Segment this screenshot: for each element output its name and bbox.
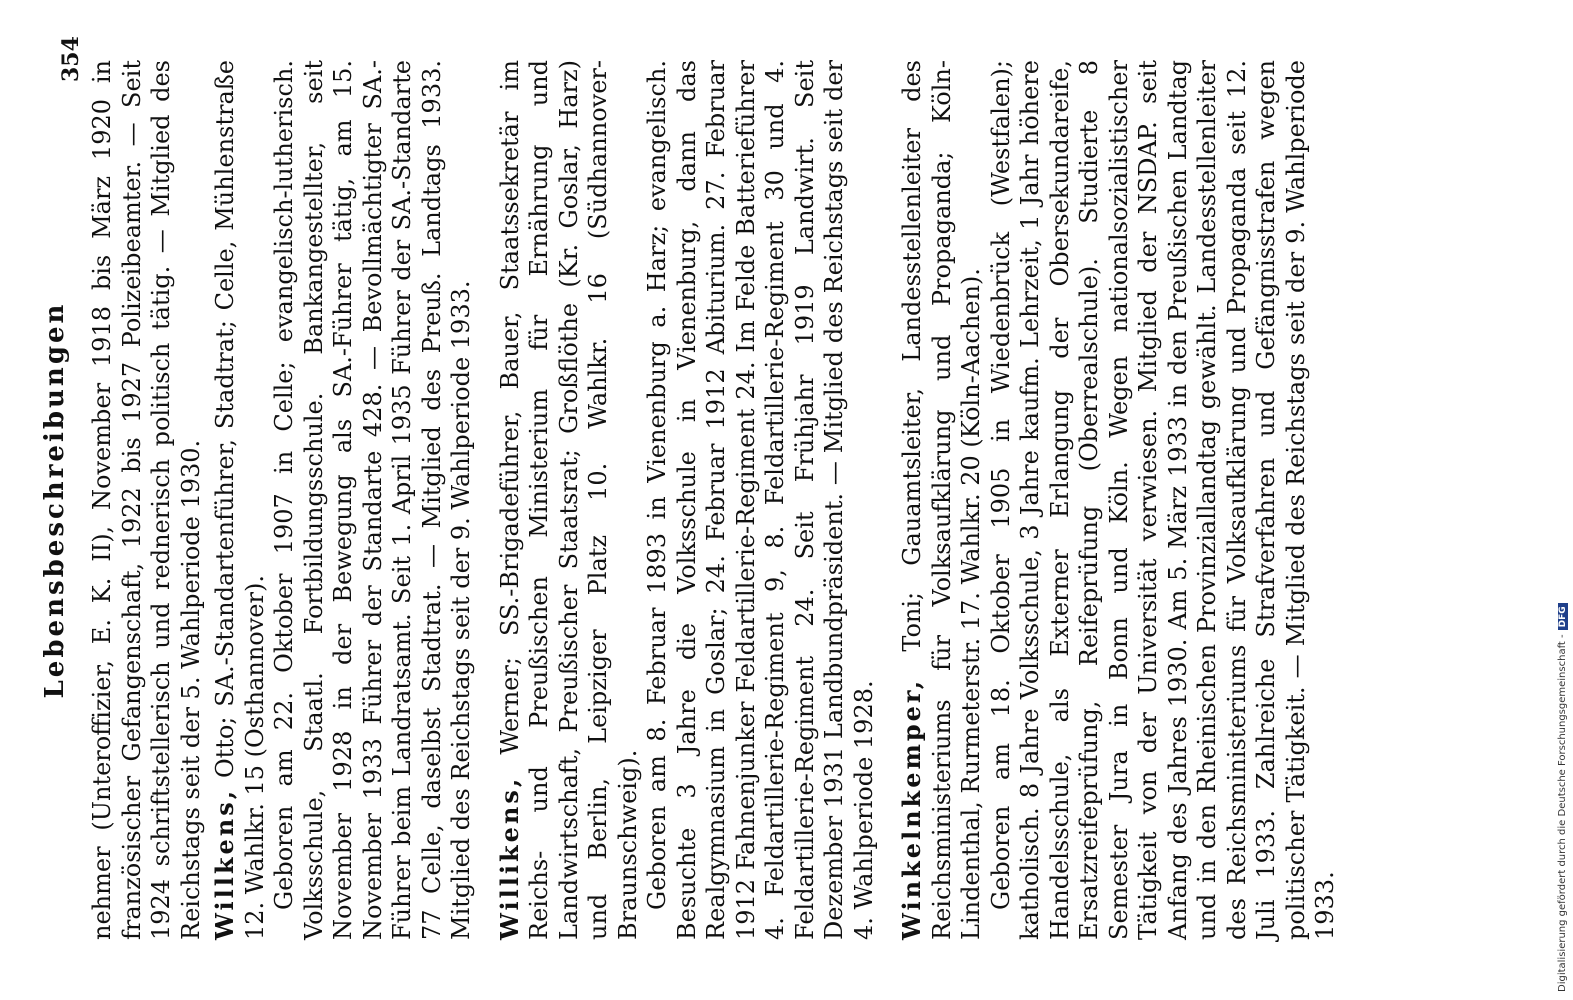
entry-heading xyxy=(210,60,270,940)
entry-biography-text: Geboren am 18. Oktober 1905 in Wiedenbrück (Westfalen); katholisch. 8 Jahre Volksschule, 3 Jahre kaufm. Lehrzeit, 1 Jahr höhere Handelsschule, als Externer Erlangung der Obersekundareife, Ersatzreifeprüfung, Reifeprüfung (Oberrealschule). Studierte 8 Semester Jura in Bonn und Köln. Wegen nationalsozialistischer Tätigkeit von der Universität verwiesen. Mitglied der NSDAP. seit Anfang des Jahres 1930. Am 5. März 1933 in den Preußischen Landtag und in den Rheinischen Provinziallandtag gewählt. Landesstellenleiter des Reichsministeriums für Volksaufklärung und Propaganda seit 12. Juli 1933. Zahlreiche Strafverfahren und Gefängnisstrafen wegen politischer Tätigkeit. — Mitglied des Reichstags seit der 9. Wahlperiode 1933. xyxy=(986,60,1339,940)
entry-heading-details: Werner; SS.-Brigadeführer, Bauer, Staatssekretär im Reichs- und Preußischen Ministerium für Ernährung und Landwirtschaft, Preußischer Staatsrat; Großflöthe (Kr. Goslar, Harz) und Berlin, Leipziger Platz 10. Wahlkr. 16 (Südhannover-Braunschweig). xyxy=(495,60,642,940)
running-head-text: Lebensbeschreibungen xyxy=(40,301,70,699)
biography-entry-willkens xyxy=(210,60,477,940)
digitization-credit xyxy=(1557,603,1568,992)
biography-entry-winkelnkemper xyxy=(897,60,1341,940)
entry-name: Willkens, xyxy=(210,787,239,940)
page-number: 354 xyxy=(58,36,84,82)
entry-heading xyxy=(897,60,987,940)
entry-heading xyxy=(495,60,644,940)
entry-biography-text: Geboren am 22. Oktober 1907 in Celle; evangelisch-lutherisch. Volksschule, Staatl. Fortbildungsschule. Bankangestellter, seit November 1928 in der Bewegung als SA.-Führer tätig, am 15. November 1933 Führer der Standarte 428. — Bevollmächtigter SA.-Führer beim Landratsamt. Seit 1. April 1935 Führer der SA.-Standarte 77 Celle, daselbst Stadtrat. — Mitglied des Preuß. Landtags 1933. Mitglied des Reichstags seit der 9. Wahlperiode 1933. xyxy=(270,60,475,940)
dfg-logo: DFG xyxy=(1558,603,1568,630)
running-head xyxy=(40,0,70,1000)
entry-heading-details: Otto; SA.-Standartenführer, Stadtrat; Celle, Mühlenstraße 12. Wahlkr. 15 (Osthannover). xyxy=(211,60,269,940)
entry-biography-text: Geboren am 8. Februar 1893 in Vienenburg a. Harz; evangelisch. Besuchte 3 Jahre die Volksschule in Vienenburg, dann das Realgymnasium in Goslar; 24. Februar 1912 Abiturium. 27. Februar 1912 Fahnenjunker Feldartillerie-Regiment 24. Im Felde Batterieführer 4. Feldartillerie-Regiment 9, 8. Feldartillerie-Regiment 30 und 4. Feldartillerie-Regiment 24. Seit Frühjahr 1919 Landwirt. Seit Dezember 1931 Landbundpräsident. — Mitglied des Reichstags seit der 4. Wahlperiode 1928. xyxy=(643,60,878,940)
credit-text: Digitalisierung gefördert durch die Deutsche Forschungsgemeinschaft - xyxy=(1557,634,1568,992)
intro-paragraph xyxy=(88,60,206,940)
biography-entry-willikens xyxy=(495,60,880,940)
biography-entries xyxy=(210,60,1359,940)
entry-heading-details: Toni; Gauamtsleiter, Landesstellenleiter des Reichsministeriums für Volksaufklärung und Propaganda; Köln-Lindenthal, Rurmeterstr. 17. Wahlkr. 20 (Köln-Aachen). xyxy=(898,60,985,940)
entry-name: Winkelnkemper, xyxy=(897,677,926,940)
intro-text: nehmer (Unteroffizier, E. K. II), November 1918 bis März 1920 in französischer Gefangenschaft, 1922 bis 1927 Polizeibeamter. — Seit 1924 schriftstellerisch und rednerisch politisch tätig. — Mitglied des Reichstags seit der 5. Wahlperiode 1930. xyxy=(88,60,205,940)
entry-name: Willikens, xyxy=(494,775,524,940)
